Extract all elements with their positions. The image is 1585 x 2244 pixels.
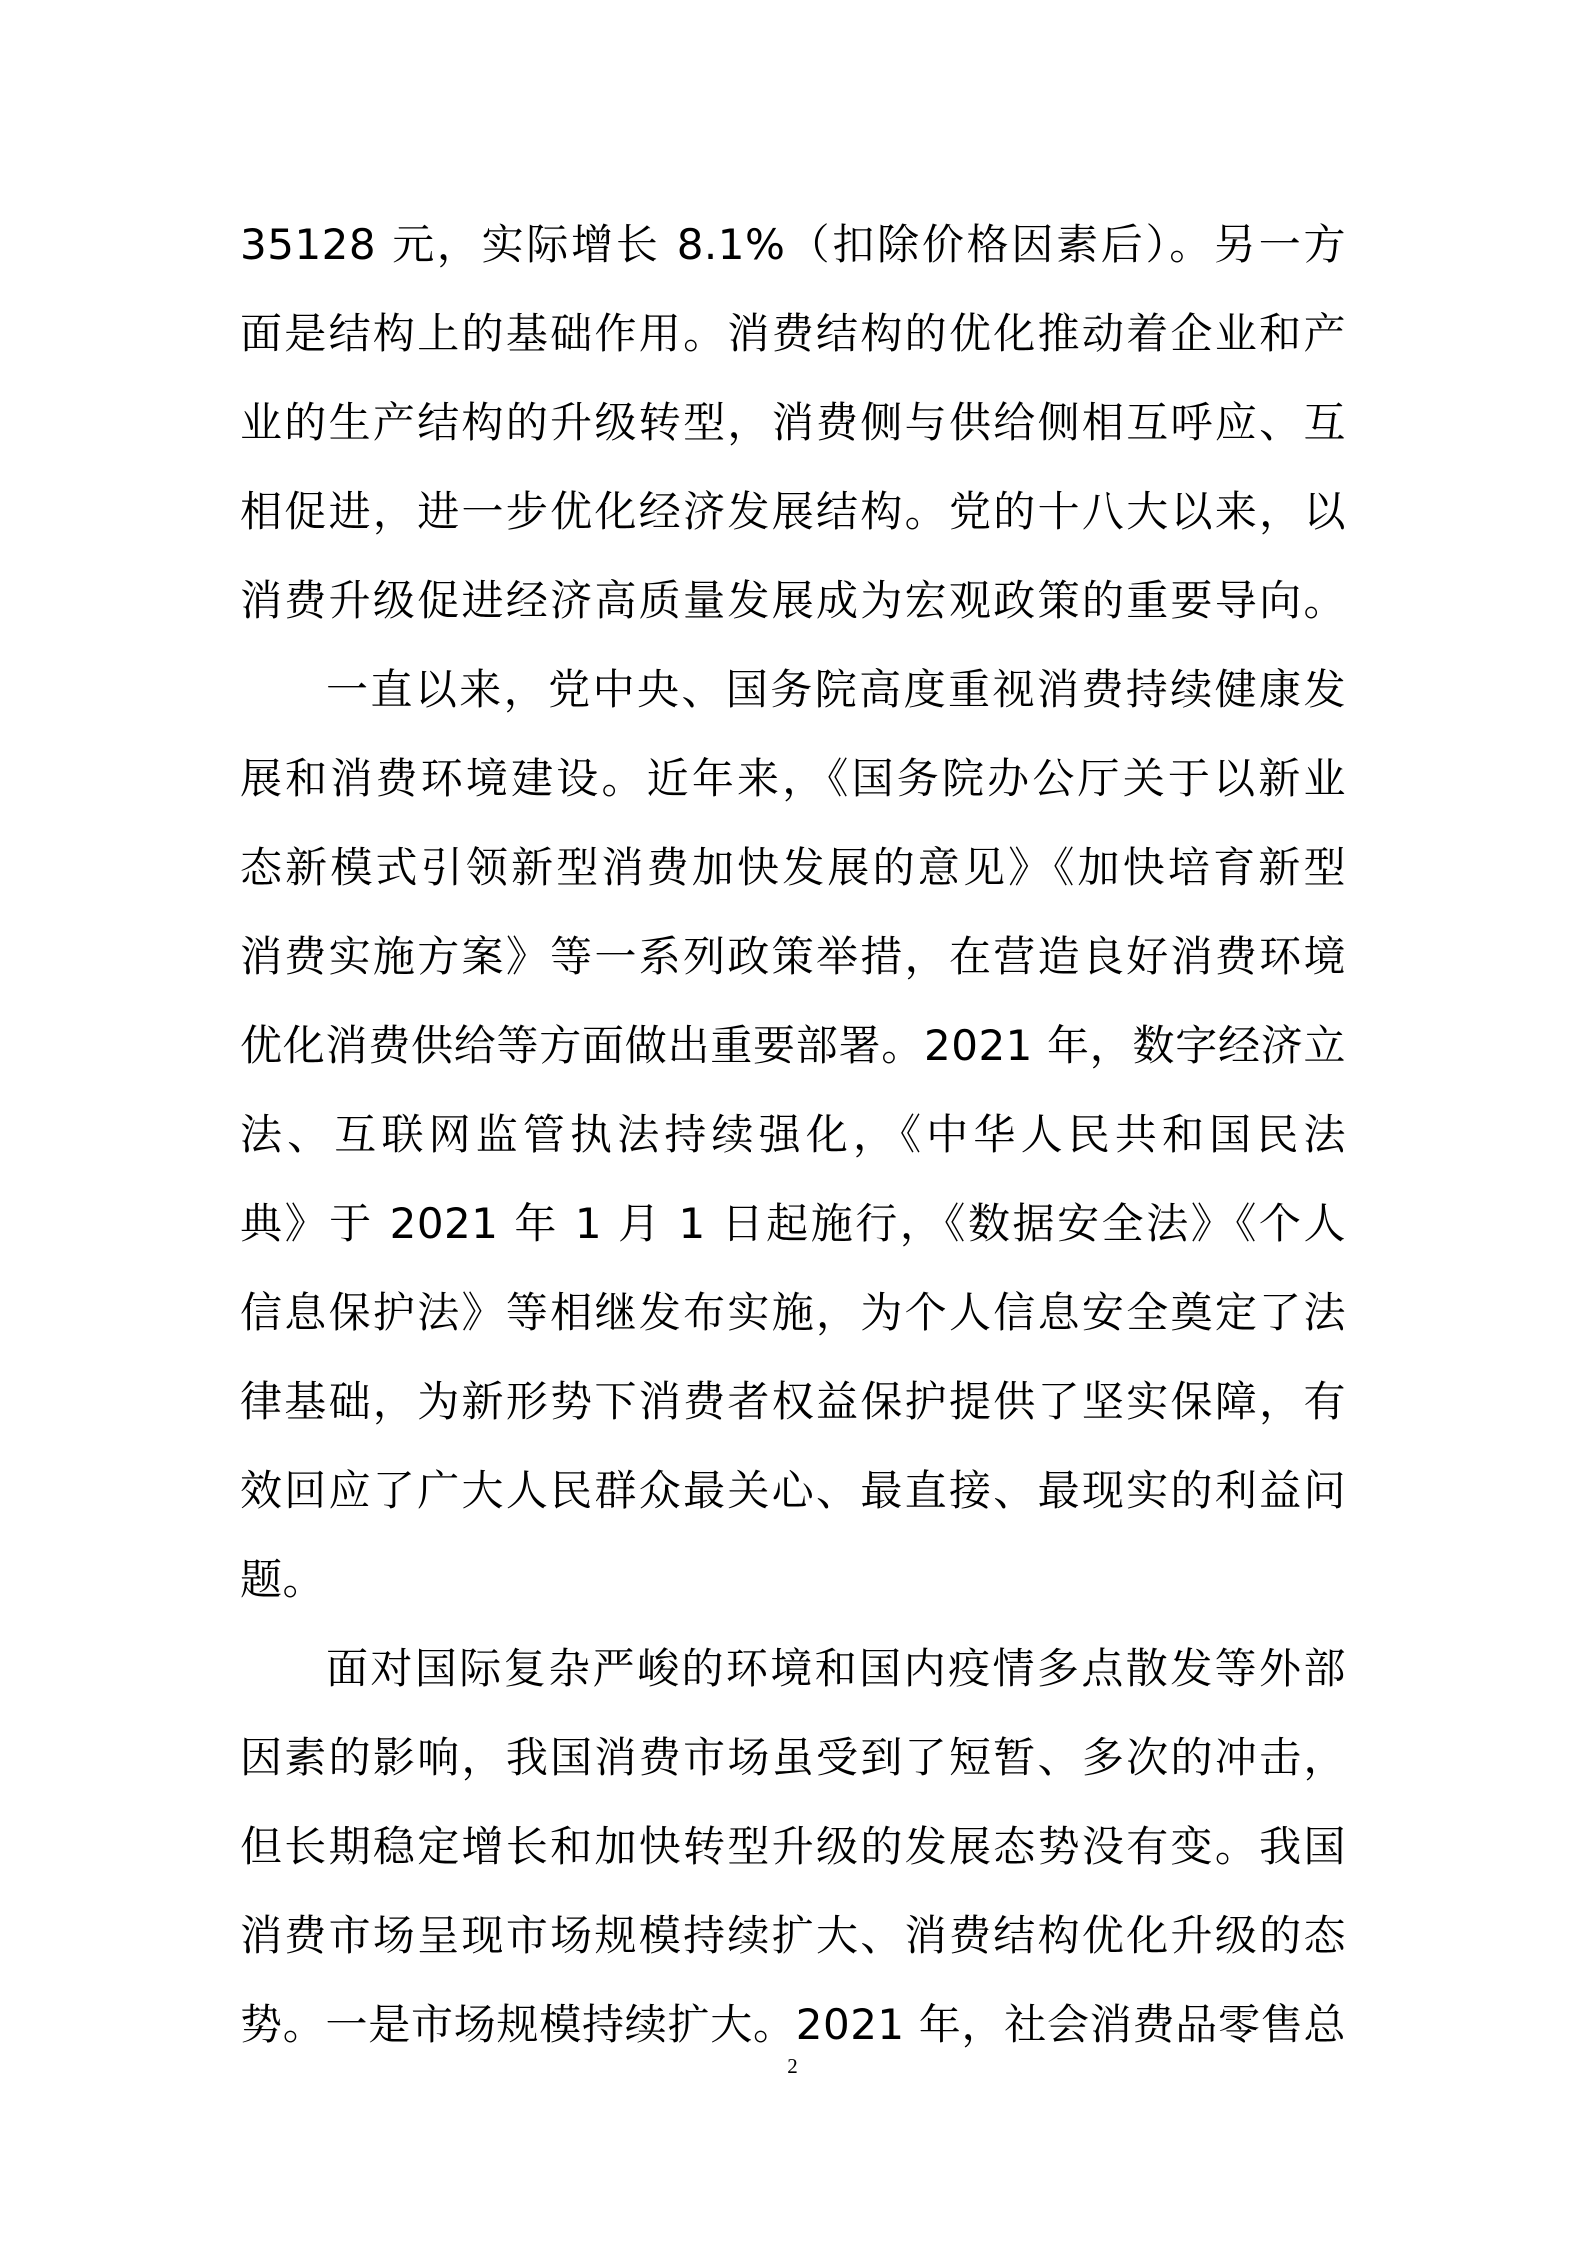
- text-line: 一直以来，党中央、国务院高度重视消费持续健康发: [326, 665, 1346, 714]
- text-line: 效回应了广大人民群众最关心、最直接、最现实的利益问: [240, 1466, 1346, 1515]
- text-line: 面是结构上的基础作用。消费结构的优化推动着企业和产: [240, 309, 1346, 358]
- text-line: 因素的影响，我国消费市场虽受到了短暂、多次的冲击，: [240, 1733, 1346, 1782]
- text-line: 但长期稳定增长和加快转型升级的发展态势没有变。我国: [240, 1822, 1346, 1871]
- text-line: 题。: [240, 1555, 326, 1604]
- text-line: 面对国际复杂严峻的环境和国内疫情多点散发等外部: [326, 1644, 1346, 1693]
- body-text: [240, 200, 1346, 2069]
- text-line: 典》于 2021 年 1 月 1 日起施行，《数据安全法》《个人: [240, 1199, 1346, 1248]
- text-line: 展和消费环境建设。近年来，《国务院办公厅关于以新业: [240, 754, 1346, 803]
- text-line: 态新模式引领新型消费加快发展的意见》《加快培育新型: [240, 843, 1346, 892]
- text-line: 势。一是市场规模持续扩大。2021 年，社会消费品零售总: [240, 2000, 1346, 2049]
- text-line: 业的生产结构的升级转型，消费侧与供给侧相互呼应、互: [240, 398, 1346, 447]
- text-line: 35128 元，实际增长 8.1%（扣除价格因素后）。另一方: [240, 220, 1346, 269]
- text-line: 消费实施方案》等一系列政策举措，在营造良好消费环境: [240, 932, 1346, 981]
- text-line: 消费升级促进经济高质量发展成为宏观政策的重要导向。: [240, 576, 1346, 625]
- text-line: 相促进，进一步优化经济发展结构。党的十八大以来，以: [240, 487, 1346, 536]
- text-line: 消费市场呈现市场规模持续扩大、消费结构优化升级的态: [240, 1911, 1346, 1960]
- page-number: 2: [787, 2054, 798, 2078]
- text-line: 信息保护法》等相继发布实施，为个人信息安全奠定了法: [240, 1288, 1346, 1337]
- text-line: 律基础，为新形势下消费者权益保护提供了坚实保障，有: [240, 1377, 1346, 1426]
- text-line: 优化消费供给等方面做出重要部署。2021 年，数字经济立: [240, 1021, 1346, 1070]
- text-line: 法、互联网监管执法持续强化，《中华人民共和国民法: [240, 1110, 1346, 1159]
